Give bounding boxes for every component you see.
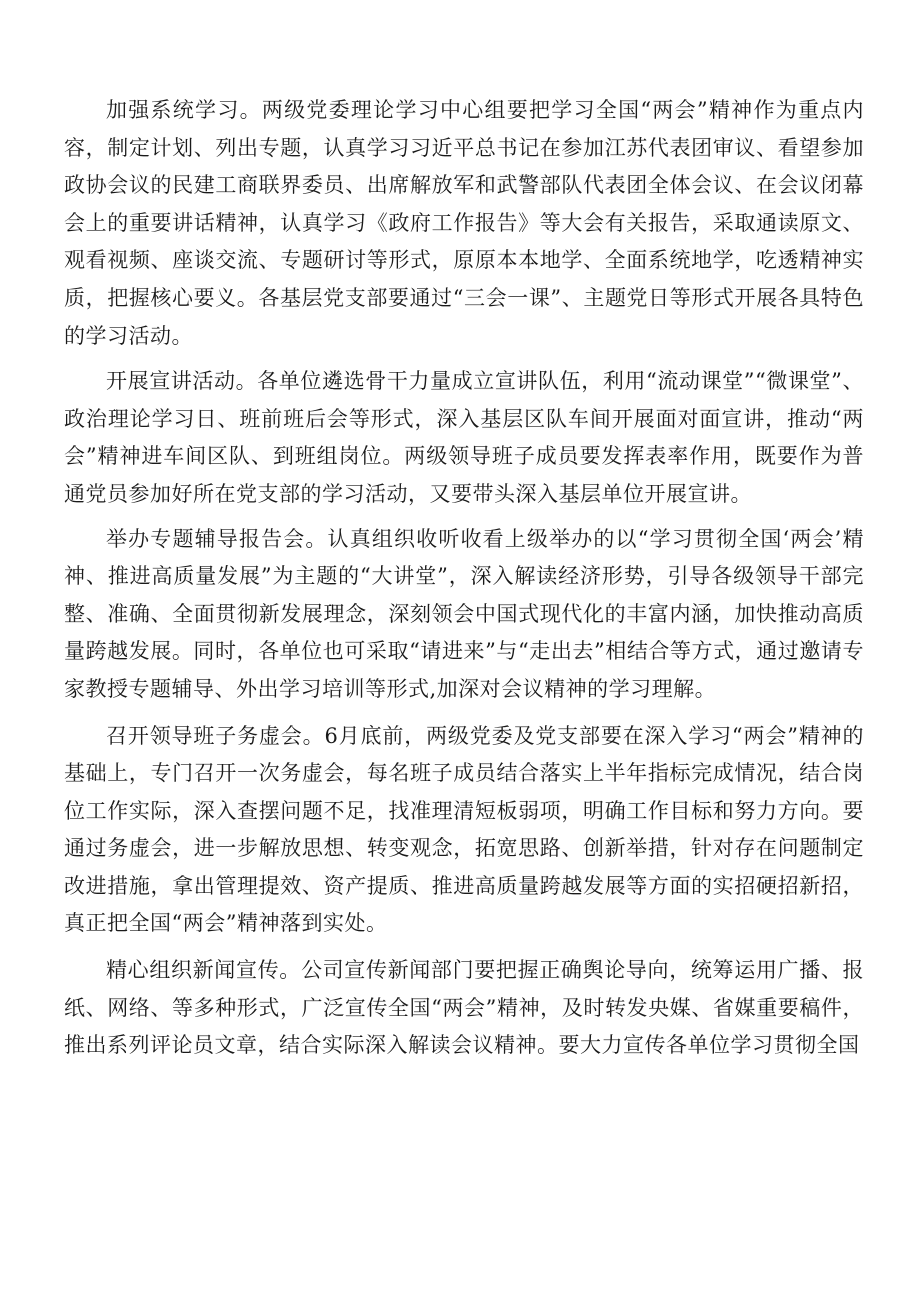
paragraph-leadership-meeting: 召开领导班子务虚会。6月底前，两级党委及党支部要在深入学习“两会”精神的基础上，专门召开一次务虚会，每名班子成员结合落实上半年指标完成情况，结合岗位工作实际，深入查摆问题不足，找准理清短板弱项，明确工作目标和努力方向。要通过务虚会，进一步解放思想、转变观念，拓宽思路、创新举措，针对存在问题制定改进措施，拿出管理提效、资产提质、推进高质量跨越发展等方面的实招硬招新招，真正把全国“两会”精神落到实处。 xyxy=(64,723,864,936)
paragraph-news-publicity: 精心组织新闻宣传。公司宣传新闻部门要把握正确舆论导向，统筹运用广播、报纸、网络、等多种形式，广泛宣传全国“两会”精神，及时转发央媒、省媒重要稿件，推出系列评论员文章，结合实际深入解读会议精神。要大力宣传各单位学习贯彻全国 xyxy=(64,958,864,1058)
paragraph-report-meeting: 举办专题辅导报告会。认真组织收听收看上级举办的以“学习贯彻全国‘两会’精神、推进高质量发展”为主题的“大讲堂”，深入解读经济形势，引导各级领导干部完整、准确、全面贯彻新发展理念，深刻领会中国式现代化的丰富内涵，加快推动高质量跨越发展。同时，各单位也可采取“请进来”与“走出去”相结合等方式，通过邀请专家教授专题辅导、外出学习培训等形式,加深对会议精神的学习理解。 xyxy=(64,526,864,701)
document-body xyxy=(64,92,864,1065)
paragraph-system-study: 加强系统学习。两级党委理论学习中心组要把学习全国“两会”精神作为重点内容，制定计划、列出专题，认真学习习近平总书记在参加江苏代表团审议、看望参加政协会议的民建工商联界委员、出席解放军和武警部队代表团全体会议、在会议闭幕会上的重要讲话精神，认真学习《政府工作报告》等大会有关报告，采取通读原文、观看视频、座谈交流、专题研讨等形式，原原本本地学、全面系统地学，吃透精神实质，把握核心要义。各基层党支部要通过“三会一课”、主题党日等形式开展各具特色的学习活动。 xyxy=(64,98,864,348)
paragraph-lecture-activities: 开展宣讲活动。各单位遴选骨干力量成立宣讲队伍，利用“流动课堂”“微课堂”、政治理论学习日、班前班后会等形式，深入基层区队车间开展面对面宣讲，推动“两会”精神进车间区队、到班组岗位。两级领导班子成员要发挥表率作用，既要作为普通党员参加好所在党支部的学习活动，又要带头深入基层单位开展宣讲。 xyxy=(64,369,864,506)
